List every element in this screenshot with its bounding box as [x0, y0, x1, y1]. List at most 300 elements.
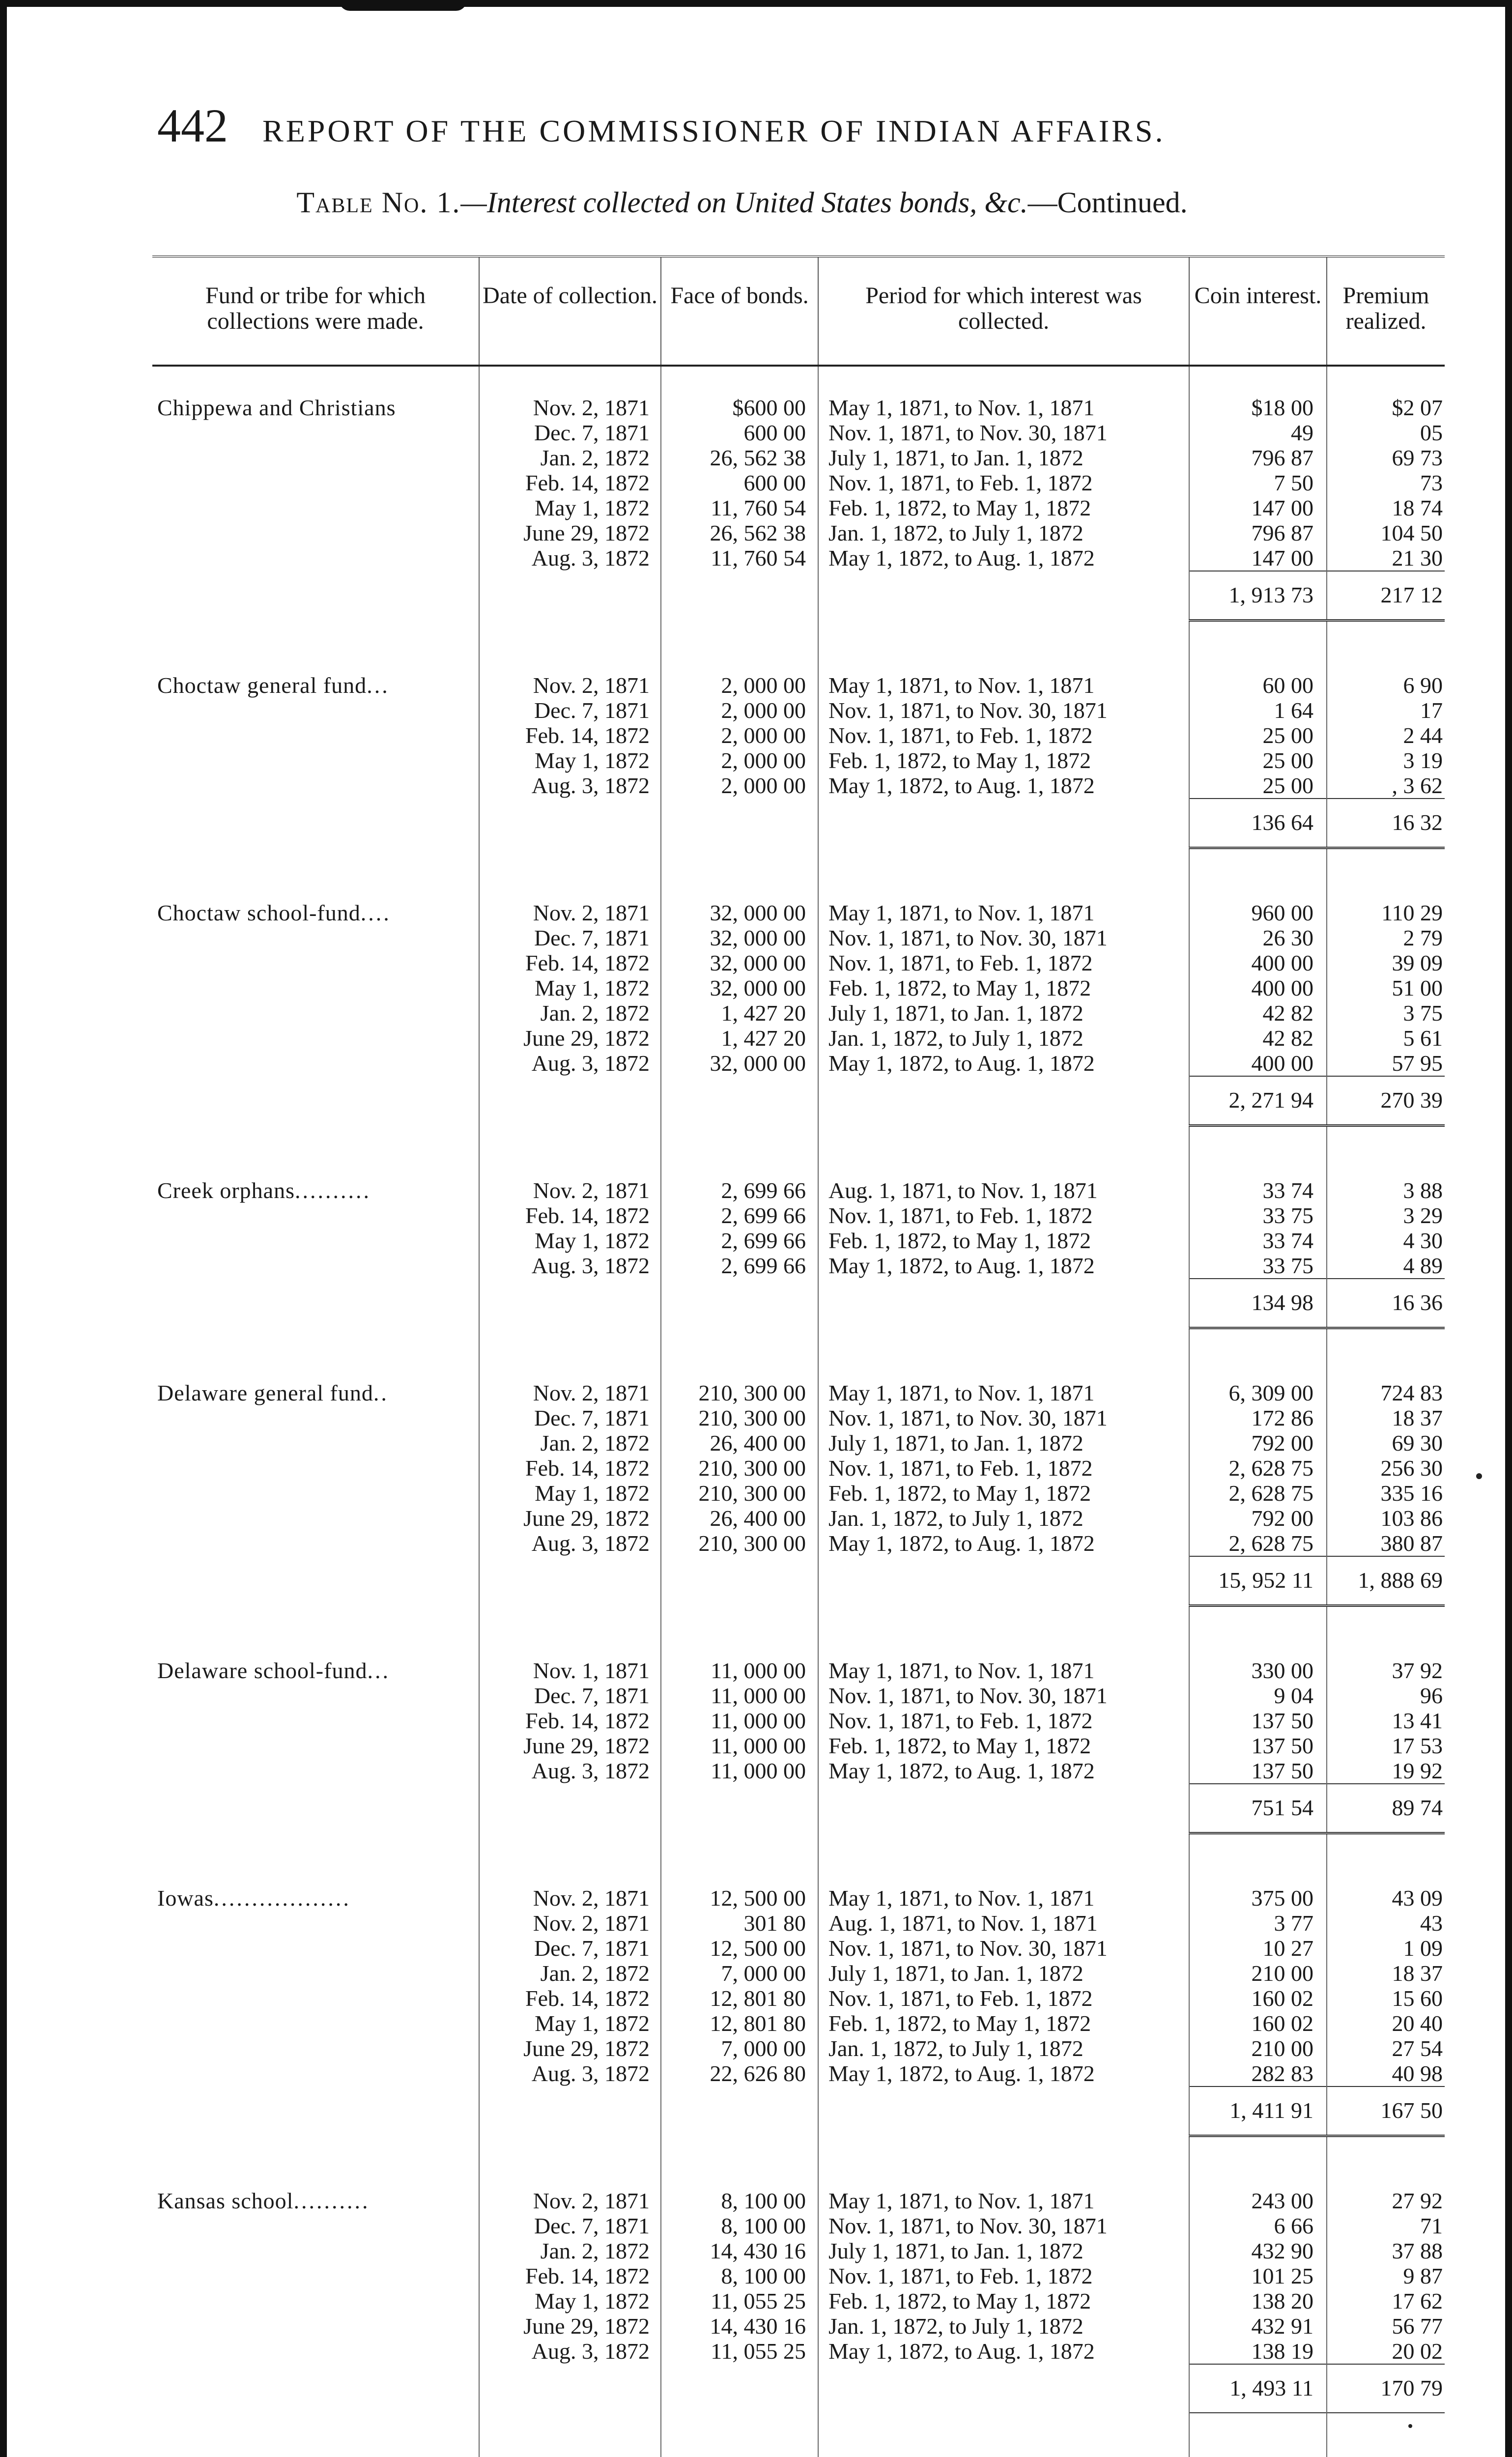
coin-interest: 2, 628 75 — [1189, 1481, 1327, 1506]
subtotal-premium: 16 36 — [1327, 1279, 1445, 1328]
face-of-bonds: 11, 000 00 — [661, 1683, 818, 1708]
fund-name-cell — [152, 2213, 479, 2238]
group-gap-cell — [1189, 848, 1327, 897]
table-row — [152, 723, 1445, 748]
group-gap-cell — [818, 1328, 1189, 1377]
subtotal-blank — [818, 2086, 1189, 2136]
table-row — [152, 2339, 1445, 2364]
group-gap-cell — [1189, 2136, 1327, 2185]
interest-period: Feb. 1, 1872, to May 1, 1872 — [818, 2011, 1189, 2036]
face-of-bonds: 12, 500 00 — [661, 1936, 818, 1961]
interest-period: Nov. 1, 1871, to Feb. 1, 1872 — [818, 950, 1189, 975]
collection-date: Dec. 7, 1871 — [479, 1683, 661, 1708]
coin-interest: 6, 309 00 — [1189, 1376, 1327, 1405]
group-gap-cell — [661, 1606, 818, 1655]
table-row — [152, 950, 1445, 975]
face-of-bonds: 11, 000 00 — [661, 1708, 818, 1733]
group-gap-cell — [152, 1606, 479, 1655]
collection-date: Nov. 2, 1871 — [479, 1174, 661, 1203]
premium-realized: 17 53 — [1327, 1733, 1445, 1758]
table-row — [152, 545, 1445, 571]
collection-date: Feb. 14, 1872 — [479, 950, 661, 975]
coin-interest: 25 00 — [1189, 723, 1327, 748]
subtotal-blank — [479, 571, 661, 621]
interest-period: Jan. 1, 1872, to July 1, 1872 — [818, 2314, 1189, 2339]
table-row — [152, 1376, 1445, 1405]
face-of-bonds: 32, 000 00 — [661, 1051, 818, 1076]
interest-period: July 1, 1871, to Jan. 1, 1872 — [818, 1961, 1189, 1986]
coin-interest: 49 — [1189, 420, 1327, 445]
interest-period: Nov. 1, 1871, to Nov. 30, 1871 — [818, 2213, 1189, 2238]
collection-date: May 1, 1872 — [479, 495, 661, 520]
group-gap-cell — [479, 1328, 661, 1377]
table-end-cell — [1327, 2413, 1445, 2457]
collection-date: Nov. 2, 1871 — [479, 896, 661, 925]
collection-date: May 1, 1872 — [479, 2011, 661, 2036]
coin-interest: 796 87 — [1189, 445, 1327, 470]
fund-name-cell — [152, 1174, 479, 1203]
fund-name-cell — [152, 1228, 479, 1253]
group-gap-cell — [152, 1126, 479, 1174]
coin-interest: 26 30 — [1189, 925, 1327, 950]
interest-period: July 1, 1871, to Jan. 1, 1872 — [818, 1000, 1189, 1026]
group-gap-cell — [152, 2136, 479, 2185]
fund-name-cell — [152, 1708, 479, 1733]
table-row — [152, 1203, 1445, 1228]
spacer-row-cell — [152, 366, 479, 391]
coin-interest: 147 00 — [1189, 545, 1327, 571]
table-end-cell — [1189, 2413, 1327, 2457]
face-of-bonds: 2, 000 00 — [661, 698, 818, 723]
leader-dots: .......... — [294, 1178, 371, 1203]
face-of-bonds: 301 80 — [661, 1911, 818, 1936]
fund-name: Delaware school-fund — [157, 1658, 368, 1683]
fund-name: Iowas — [157, 1886, 214, 1911]
face-of-bonds: 32, 000 00 — [661, 950, 818, 975]
subtotal-blank — [818, 1556, 1189, 1606]
group-gap-cell — [1189, 1833, 1327, 1882]
fund-name-cell — [152, 925, 479, 950]
premium-realized: 17 62 — [1327, 2288, 1445, 2314]
table-row — [152, 1531, 1445, 1556]
collection-date: June 29, 1872 — [479, 2036, 661, 2061]
collection-date: Nov. 2, 1871 — [479, 1376, 661, 1405]
fund-name-cell — [152, 1506, 479, 1531]
interest-period: May 1, 1872, to Aug. 1, 1872 — [818, 2061, 1189, 2086]
interest-period: Aug. 1, 1871, to Nov. 1, 1871 — [818, 1911, 1189, 1936]
face-of-bonds: 26, 400 00 — [661, 1430, 818, 1456]
interest-period: Feb. 1, 1872, to May 1, 1872 — [818, 748, 1189, 773]
coin-interest: 42 82 — [1189, 1000, 1327, 1026]
premium-realized: 73 — [1327, 470, 1445, 495]
subtotal-row — [152, 1784, 1445, 1833]
coin-interest: 160 02 — [1189, 1986, 1327, 2011]
caption-lead: Table No. 1. — [296, 186, 461, 219]
subtotal-premium: 217 12 — [1327, 571, 1445, 621]
coin-interest: 137 50 — [1189, 1708, 1327, 1733]
premium-realized: 3 88 — [1327, 1174, 1445, 1203]
coin-interest: 960 00 — [1189, 896, 1327, 925]
premium-realized: 4 30 — [1327, 1228, 1445, 1253]
interest-period: Feb. 1, 1872, to May 1, 1872 — [818, 495, 1189, 520]
collection-date: May 1, 1872 — [479, 748, 661, 773]
collection-date: Feb. 14, 1872 — [479, 1456, 661, 1481]
collection-date: June 29, 1872 — [479, 2314, 661, 2339]
coin-interest: 210 00 — [1189, 1961, 1327, 1986]
premium-realized: 37 92 — [1327, 1654, 1445, 1683]
premium-realized: 51 00 — [1327, 975, 1445, 1000]
fund-name-cell — [152, 1376, 479, 1405]
table-row — [152, 470, 1445, 495]
subtotal-blank — [479, 1784, 661, 1833]
premium-realized: 335 16 — [1327, 1481, 1445, 1506]
table-row — [152, 520, 1445, 545]
subtotal-coin: 751 54 — [1189, 1784, 1327, 1833]
collection-date: Nov. 2, 1871 — [479, 669, 661, 698]
premium-realized: 6 90 — [1327, 669, 1445, 698]
col-header-face: Face of bonds. — [661, 257, 818, 366]
collection-date: Jan. 2, 1872 — [479, 1961, 661, 1986]
coin-interest: 792 00 — [1189, 1506, 1327, 1531]
coin-interest: 25 00 — [1189, 748, 1327, 773]
coin-interest: $18 00 — [1189, 391, 1327, 420]
interest-period: Feb. 1, 1872, to May 1, 1872 — [818, 1481, 1189, 1506]
group-gap-cell — [479, 1833, 661, 1882]
face-of-bonds: 26, 562 38 — [661, 445, 818, 470]
subtotal-row — [152, 1076, 1445, 1126]
col-header-date: Date of collection. — [479, 257, 661, 366]
face-of-bonds: 2, 000 00 — [661, 669, 818, 698]
header-row — [152, 257, 1445, 366]
table-row — [152, 1506, 1445, 1531]
face-of-bonds: 11, 000 00 — [661, 1654, 818, 1683]
group-gap — [152, 1328, 1445, 1377]
fund-name-cell — [152, 975, 479, 1000]
group-gap-cell — [152, 848, 479, 897]
group-gap-cell — [818, 2136, 1189, 2185]
group-gap — [152, 1606, 1445, 1655]
collection-date: Aug. 3, 1872 — [479, 2061, 661, 2086]
fund-name-cell — [152, 669, 479, 698]
coin-interest: 400 00 — [1189, 975, 1327, 1000]
spacer-row-cell — [1327, 366, 1445, 391]
leader-dots: .......... — [293, 2188, 370, 2213]
premium-realized: 21 30 — [1327, 545, 1445, 571]
table-end-cell — [818, 2413, 1189, 2457]
table-row — [152, 975, 1445, 1000]
subtotal-coin: 1, 411 91 — [1189, 2086, 1327, 2136]
interest-period: May 1, 1872, to Aug. 1, 1872 — [818, 1531, 1189, 1556]
coin-interest: 2, 628 75 — [1189, 1456, 1327, 1481]
coin-interest: 796 87 — [1189, 520, 1327, 545]
table-row — [152, 669, 1445, 698]
subtotal-blank — [661, 1556, 818, 1606]
fund-name-cell — [152, 1531, 479, 1556]
fund-name-cell — [152, 2011, 479, 2036]
premium-realized: 17 — [1327, 698, 1445, 723]
face-of-bonds: 1, 427 20 — [661, 1026, 818, 1051]
fund-name-cell — [152, 545, 479, 571]
interest-period: Nov. 1, 1871, to Feb. 1, 1872 — [818, 1986, 1189, 2011]
fund-name-cell — [152, 470, 479, 495]
col-header-fund: Fund or tribe for which collections were made. — [152, 257, 479, 366]
premium-realized: 27 92 — [1327, 2184, 1445, 2213]
group-gap-cell — [1327, 2136, 1445, 2185]
premium-realized: 5 61 — [1327, 1026, 1445, 1051]
interest-period: Jan. 1, 1872, to July 1, 1872 — [818, 1026, 1189, 1051]
subtotal-blank — [661, 1279, 818, 1328]
table-row — [152, 698, 1445, 723]
face-of-bonds: 210, 300 00 — [661, 1456, 818, 1481]
group-gap-cell — [661, 2136, 818, 2185]
interest-period: Nov. 1, 1871, to Nov. 30, 1871 — [818, 420, 1189, 445]
group-gap-cell — [479, 1606, 661, 1655]
col-header-coin: Coin interest. — [1189, 257, 1327, 366]
fund-name-cell — [152, 1911, 479, 1936]
interest-period: May 1, 1871, to Nov. 1, 1871 — [818, 1376, 1189, 1405]
subtotal-premium: 270 39 — [1327, 1076, 1445, 1126]
premium-realized: 56 77 — [1327, 2314, 1445, 2339]
collection-date: June 29, 1872 — [479, 520, 661, 545]
group-gap-cell — [661, 1328, 818, 1377]
face-of-bonds: 7, 000 00 — [661, 2036, 818, 2061]
premium-realized: $2 07 — [1327, 391, 1445, 420]
table-row — [152, 1026, 1445, 1051]
fund-name-cell — [152, 1253, 479, 1279]
premium-realized: 3 29 — [1327, 1203, 1445, 1228]
face-of-bonds: 7, 000 00 — [661, 1961, 818, 1986]
interest-period: May 1, 1871, to Nov. 1, 1871 — [818, 2184, 1189, 2213]
coin-interest: 282 83 — [1189, 2061, 1327, 2086]
fund-name-cell — [152, 520, 479, 545]
fund-name-cell — [152, 1733, 479, 1758]
subtotal-blank — [479, 1076, 661, 1126]
collection-date: Feb. 14, 1872 — [479, 1203, 661, 1228]
interest-period: May 1, 1872, to Aug. 1, 1872 — [818, 773, 1189, 799]
table-end — [152, 2413, 1445, 2457]
fund-name-cell — [152, 1456, 479, 1481]
table-row — [152, 2184, 1445, 2213]
interest-period: May 1, 1871, to Nov. 1, 1871 — [818, 1654, 1189, 1683]
subtotal-blank — [818, 1784, 1189, 1833]
fund-name-cell — [152, 723, 479, 748]
table-row — [152, 1228, 1445, 1253]
subtotal-blank — [152, 799, 479, 848]
face-of-bonds: 2, 000 00 — [661, 723, 818, 748]
group-gap-cell — [818, 621, 1189, 669]
table-body — [152, 366, 1445, 2457]
table-row — [152, 748, 1445, 773]
group-gap-cell — [818, 1606, 1189, 1655]
group-gap — [152, 2136, 1445, 2185]
table-row — [152, 495, 1445, 520]
fund-name-cell — [152, 1936, 479, 1961]
collection-date: Nov. 2, 1871 — [479, 1911, 661, 1936]
fund-name: Creek orphans — [157, 1178, 295, 1203]
coin-interest: 1 64 — [1189, 698, 1327, 723]
table-end-cell — [479, 2413, 661, 2457]
premium-realized: 104 50 — [1327, 520, 1445, 545]
table-row — [152, 1405, 1445, 1430]
subtotal-blank — [818, 1279, 1189, 1328]
premium-realized: 9 87 — [1327, 2263, 1445, 2288]
collection-date: Nov. 2, 1871 — [479, 1882, 661, 1911]
interest-period: May 1, 1872, to Aug. 1, 1872 — [818, 1051, 1189, 1076]
collection-date: Aug. 3, 1872 — [479, 1051, 661, 1076]
face-of-bonds: 8, 100 00 — [661, 2213, 818, 2238]
collection-date: May 1, 1872 — [479, 2288, 661, 2314]
fund-name-cell — [152, 2314, 479, 2339]
face-of-bonds: 210, 300 00 — [661, 1405, 818, 1430]
face-of-bonds: 2, 699 66 — [661, 1203, 818, 1228]
subtotal-coin: 15, 952 11 — [1189, 1556, 1327, 1606]
face-of-bonds: 2, 699 66 — [661, 1253, 818, 1279]
group-gap-cell — [1189, 621, 1327, 669]
coin-interest: 243 00 — [1189, 2184, 1327, 2213]
fund-name-cell — [152, 2238, 479, 2263]
table-row — [152, 1986, 1445, 2011]
premium-realized: 2 79 — [1327, 925, 1445, 950]
interest-period: May 1, 1871, to Nov. 1, 1871 — [818, 896, 1189, 925]
group-gap-cell — [1327, 1833, 1445, 1882]
premium-realized: 1 09 — [1327, 1936, 1445, 1961]
premium-realized: 724 83 — [1327, 1376, 1445, 1405]
collection-date: Jan. 2, 1872 — [479, 445, 661, 470]
interest-period: May 1, 1871, to Nov. 1, 1871 — [818, 669, 1189, 698]
group-gap-cell — [1189, 1606, 1327, 1655]
face-of-bonds: 26, 400 00 — [661, 1506, 818, 1531]
fund-name-cell — [152, 1683, 479, 1708]
face-of-bonds: 1, 427 20 — [661, 1000, 818, 1026]
collection-date: Dec. 7, 1871 — [479, 2213, 661, 2238]
coin-interest: 210 00 — [1189, 2036, 1327, 2061]
leader-dots: .................. — [213, 1886, 351, 1911]
premium-realized: 43 — [1327, 1911, 1445, 1936]
table-row — [152, 1911, 1445, 1936]
subtotal-coin: 2, 271 94 — [1189, 1076, 1327, 1126]
coin-interest: 33 75 — [1189, 1253, 1327, 1279]
table-row — [152, 2213, 1445, 2238]
premium-realized: 103 86 — [1327, 1506, 1445, 1531]
group-gap-cell — [1327, 848, 1445, 897]
interest-period: May 1, 1872, to Aug. 1, 1872 — [818, 2339, 1189, 2364]
interest-period: Nov. 1, 1871, to Feb. 1, 1872 — [818, 1456, 1189, 1481]
table-row — [152, 1654, 1445, 1683]
face-of-bonds: 11, 000 00 — [661, 1758, 818, 1784]
table-wrap — [152, 256, 1445, 2457]
group-gap-cell — [818, 1833, 1189, 1882]
fund-name: Delaware general fund — [157, 1380, 373, 1405]
coin-interest: 330 00 — [1189, 1654, 1327, 1683]
interest-period: Jan. 1, 1872, to July 1, 1872 — [818, 520, 1189, 545]
subtotal-row — [152, 1279, 1445, 1328]
group-gap-cell — [661, 1833, 818, 1882]
subtotal-premium: 89 74 — [1327, 1784, 1445, 1833]
fund-name-cell — [152, 748, 479, 773]
collection-date: Aug. 3, 1872 — [479, 2339, 661, 2364]
group-gap-cell — [479, 1126, 661, 1174]
table-row — [152, 1758, 1445, 1784]
subtotal-blank — [152, 1279, 479, 1328]
coin-interest: 6 66 — [1189, 2213, 1327, 2238]
subtotal-blank — [479, 1556, 661, 1606]
interest-period: Feb. 1, 1872, to May 1, 1872 — [818, 1733, 1189, 1758]
collection-date: Aug. 3, 1872 — [479, 1253, 661, 1279]
subtotal-blank — [818, 2364, 1189, 2413]
face-of-bonds: 2, 699 66 — [661, 1174, 818, 1203]
collection-date: Nov. 2, 1871 — [479, 391, 661, 420]
coin-interest: 101 25 — [1189, 2263, 1327, 2288]
collection-date: May 1, 1872 — [479, 975, 661, 1000]
fund-name-cell — [152, 1051, 479, 1076]
subtotal-blank — [661, 1784, 818, 1833]
coin-interest: 3 77 — [1189, 1911, 1327, 1936]
table-row — [152, 2288, 1445, 2314]
col-header-premium: Premium realized. — [1327, 257, 1445, 366]
subtotal-blank — [661, 1076, 818, 1126]
table-row — [152, 1733, 1445, 1758]
face-of-bonds: 11, 760 54 — [661, 495, 818, 520]
subtotal-coin: 134 98 — [1189, 1279, 1327, 1328]
premium-realized: 380 87 — [1327, 1531, 1445, 1556]
page-number: 442 — [157, 99, 228, 152]
fund-name-cell — [152, 1961, 479, 1986]
coin-interest: 432 90 — [1189, 2238, 1327, 2263]
interest-period: Nov. 1, 1871, to Feb. 1, 1872 — [818, 1708, 1189, 1733]
interest-period: Feb. 1, 1872, to May 1, 1872 — [818, 975, 1189, 1000]
collection-date: Nov. 1, 1871 — [479, 1654, 661, 1683]
table-end-cell — [152, 2413, 479, 2457]
group-gap-cell — [661, 1126, 818, 1174]
subtotal-premium: 1, 888 69 — [1327, 1556, 1445, 1606]
subtotal-blank — [479, 2086, 661, 2136]
subtotal-blank — [661, 571, 818, 621]
premium-realized: 40 98 — [1327, 2061, 1445, 2086]
collection-date: Dec. 7, 1871 — [479, 1936, 661, 1961]
leader-dots: .. — [373, 1380, 389, 1405]
running-title: REPORT OF THE COMMISSIONER OF INDIAN AFFAIRS. — [262, 114, 1166, 148]
interest-period: May 1, 1872, to Aug. 1, 1872 — [818, 1253, 1189, 1279]
subtotal-blank — [818, 1076, 1189, 1126]
coin-interest: 400 00 — [1189, 950, 1327, 975]
premium-realized: 18 37 — [1327, 1961, 1445, 1986]
fund-name-cell — [152, 950, 479, 975]
table-row — [152, 1708, 1445, 1733]
subtotal-blank — [661, 2086, 818, 2136]
premium-realized: 96 — [1327, 1683, 1445, 1708]
subtotal-premium: 170 79 — [1327, 2364, 1445, 2413]
coin-interest: 33 74 — [1189, 1174, 1327, 1203]
table-row — [152, 1936, 1445, 1961]
collection-date: Feb. 14, 1872 — [479, 2263, 661, 2288]
coin-interest: 172 86 — [1189, 1405, 1327, 1430]
group-gap-cell — [479, 2136, 661, 2185]
face-of-bonds: 600 00 — [661, 420, 818, 445]
premium-realized: 69 30 — [1327, 1430, 1445, 1456]
face-of-bonds: 8, 100 00 — [661, 2263, 818, 2288]
premium-realized: 2 44 — [1327, 723, 1445, 748]
coin-interest: 33 75 — [1189, 1203, 1327, 1228]
interest-period: Jan. 1, 1872, to July 1, 1872 — [818, 2036, 1189, 2061]
premium-realized: 3 75 — [1327, 1000, 1445, 1026]
face-of-bonds: 26, 562 38 — [661, 520, 818, 545]
fund-name-cell — [152, 2184, 479, 2213]
fund-name-cell — [152, 1000, 479, 1026]
coin-interest: 138 20 — [1189, 2288, 1327, 2314]
collection-date: Aug. 3, 1872 — [479, 773, 661, 799]
fund-name-cell — [152, 698, 479, 723]
group-gap-cell — [1189, 1126, 1327, 1174]
